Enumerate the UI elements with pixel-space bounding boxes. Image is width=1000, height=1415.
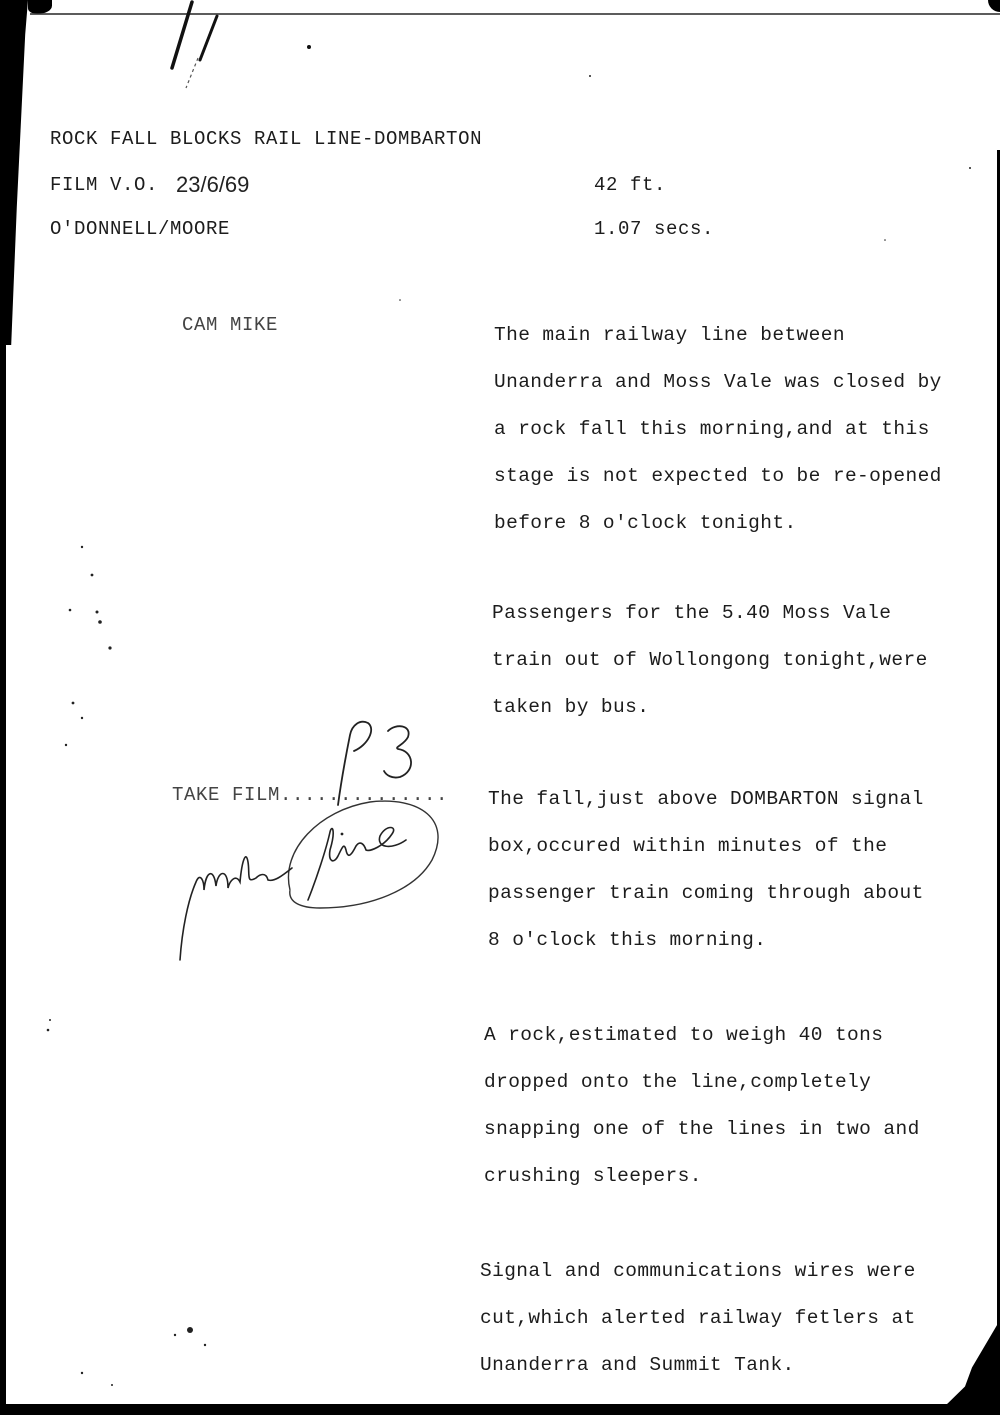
scan-blot-top <box>28 0 52 14</box>
film-date: 23/6/69 <box>176 172 250 197</box>
script-line: 8 o'clock this morning. <box>488 929 767 951</box>
handwritten-circled-note <box>170 790 460 970</box>
script-line: crushing sleepers. <box>484 1165 702 1187</box>
script-paragraph-5 <box>480 1248 916 1389</box>
script-line: Unanderra and Summit Tank. <box>480 1354 795 1376</box>
script-paragraph-3 <box>488 776 924 964</box>
script-line: snapping one of the lines in two and <box>484 1118 920 1140</box>
ink-dot <box>306 44 312 50</box>
script-line: passenger train coming through about <box>488 882 924 904</box>
script-line: cut,which alerted railway fetlers at <box>480 1307 916 1329</box>
scan-border-top <box>30 13 1000 15</box>
scan-border-left-thin <box>0 340 6 1410</box>
script-line: A rock,estimated to weigh 40 tons <box>484 1024 884 1046</box>
script-line: dropped onto the line,completely <box>484 1071 872 1093</box>
duration: 1.07 secs. <box>594 218 715 240</box>
script-line: train out of Wollongong tonight,were <box>492 649 928 671</box>
script-line: taken by bus. <box>492 696 650 718</box>
cue-take-film: TAKE FILM.............. <box>172 784 449 806</box>
scan-corner-top-right <box>988 0 1000 12</box>
script-line: Signal and communications wires were <box>480 1260 916 1282</box>
script-paragraph-1 <box>494 312 942 547</box>
script-line: Passengers for the 5.40 Moss Vale <box>492 602 892 624</box>
credits: O'DONNELL/MOORE <box>50 218 231 240</box>
scan-border-left <box>0 0 28 345</box>
footage-length: 42 ft. <box>594 174 667 196</box>
scan-border-bottom <box>0 1404 1000 1415</box>
script-line: stage is not expected to be re-opened <box>494 465 942 487</box>
script-line: Unanderra and Moss Vale was closed by <box>494 371 942 393</box>
story-slug: ROCK FALL BLOCKS RAIL LINE-DOMBARTON <box>50 128 483 150</box>
script-line: before 8 o'clock tonight. <box>494 512 797 534</box>
script-line: a rock fall this morning,and at this <box>494 418 930 440</box>
script-line: box,occured within minutes of the <box>488 835 888 857</box>
script-paragraph-4 <box>484 1012 920 1200</box>
film-vo-label: FILM V.O. <box>50 174 159 196</box>
script-line: The main railway line between <box>494 324 845 346</box>
scan-corner-bottom-right <box>930 1320 1000 1415</box>
cue-cam-mike: CAM MIKE <box>182 314 279 336</box>
script-line: The fall,just above DOMBARTON signal <box>488 788 924 810</box>
script-paragraph-2 <box>492 590 928 731</box>
